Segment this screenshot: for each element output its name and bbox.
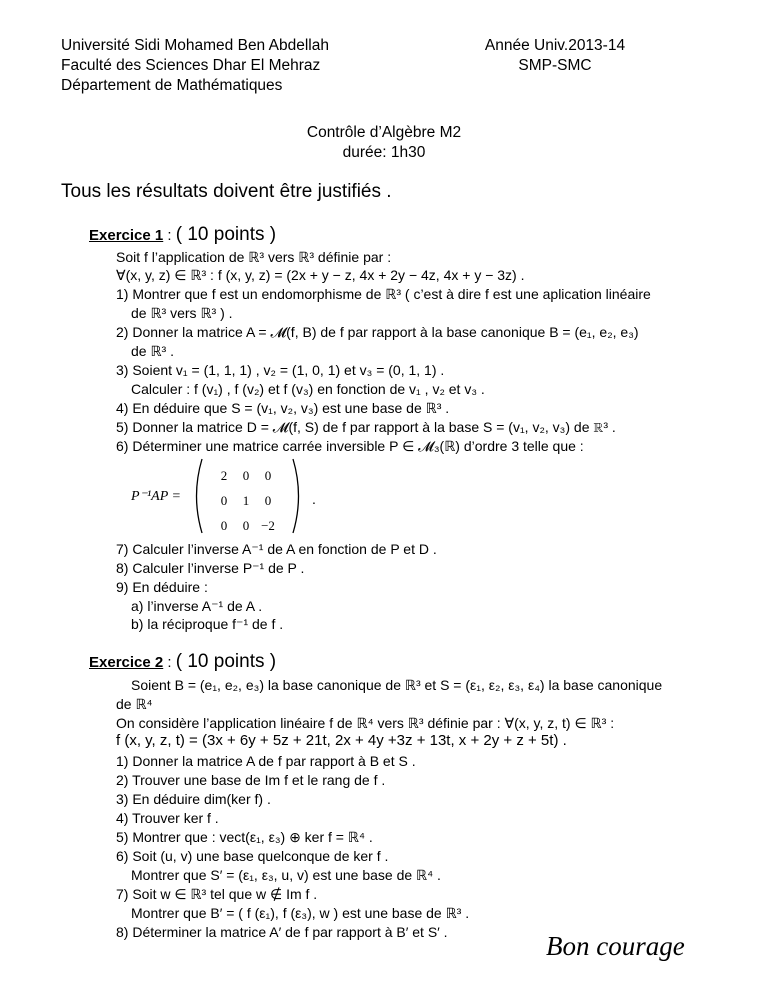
ex1-q9b: b) la réciproque f⁻¹ de f . [131,616,284,632]
exercise-1-colon: : [163,227,172,244]
ex2-intro-2: de ℝ⁴ [116,696,153,712]
department-name: Département de Mathématiques [61,77,283,94]
ex2-q5: 5) Montrer que : vect(ε₁, ε₃) ⊕ ker f = ℝ⁴ . [116,829,373,845]
ex2-q1: 1) Donner la matrice A de f par rapport à B et S . [116,753,416,769]
ex1-intro-2: ∀(x, y, z) ∈ ℝ³ : f (x, y, z) = (2x + y − z, 4x + 2y − 4z, 4x + y − 3z) . [116,267,525,283]
ex1-q3-line2: Calculer : f (v₁) , f (v₂) et f (v₃) en fonction de v₁ , v₂ et v₃ . [131,381,485,397]
matrix-cell: 0 [220,518,228,533]
matrix-period: . [312,491,316,507]
matrix-cell: 0 [220,493,228,508]
ex2-q3: 3) En déduire dim(ker f) . [116,791,271,807]
exercise-1-heading [89,224,276,246]
exercise-1-points: ( 10 points ) [175,224,277,245]
matrix-cell: 0 [242,518,250,533]
ex2-q7-line2: Montrer que B′ = ( f (ε₁), f (ε₃), w ) est une base de ℝ³ . [131,905,470,921]
exercise-1-label: Exercice 1 [89,227,164,244]
ex1-q8: 8) Calculer l’inverse P⁻¹ de P . [116,560,305,576]
exercise-2-colon: : [163,654,172,671]
left-paren [197,459,203,533]
ex1-q5: 5) Donner la matrice D = 𝓜(f, S) de f par rapport à la base S = (v₁, v₂, v₃) de ℝ³ . [116,419,616,435]
ex1-q6: 6) Déterminer une matrice carrée inversible P ∈ 𝓜₃(ℝ) d’ordre 3 telle que : [116,438,584,454]
exercise-2-heading [89,651,276,673]
closing-wish: Bon courage [546,931,685,961]
ex2-q8: 8) Déterminer la matrice A′ de f par rapport à B′ et S′ . [116,924,448,940]
ex1-q4: 4) En déduire que S = (v₁, v₂, v₃) est une base de ℝ³ . [116,400,450,416]
ex1-q9: 9) En déduire : [116,579,208,595]
ex1-q9a: a) l’inverse A⁻¹ de A . [131,598,263,614]
ex2-q4: 4) Trouver ker f . [116,810,219,826]
ex1-q7: 7) Calculer l’inverse A⁻¹ de A en fonction de P et D . [116,541,437,557]
ex2-q6-line2: Montrer que S′ = (ε₁, ε₃, u, v) est une base de ℝ⁴ . [131,867,441,883]
university-name: Université Sidi Mohamed Ben Abdellah [61,37,329,54]
exam-title: Contrôle d’Algèbre M2 [306,124,462,141]
ex2-intro-4: f (x, y, z, t) = (3x + 6y + 5z + 21t, 2x + 4y +3z + 13t, x + 2y + z + 5t) . [116,732,567,749]
ex2-q7-line1: 7) Soit w ∈ ℝ³ tel que w ∉ Im f . [116,886,318,902]
program-name: SMP-SMC [518,57,592,74]
faculty-name: Faculté des Sciences Dhar El Mehraz [61,57,321,74]
matrix-cell: 0 [264,468,272,483]
matrix-cell: −2 [261,518,275,533]
ex1-q1-line1: 1) Montrer que f est un endomorphisme de ℝ³ ( c’est à dire f est une aplication linéaire [116,286,651,302]
matrix-cell: 0 [242,468,250,483]
matrix-cell: 2 [220,468,228,483]
exam-duration: durée: 1h30 [342,144,426,161]
justification-note: Tous les résultats doivent être justifiés . [61,181,392,202]
matrix-cell: 1 [242,493,250,508]
right-paren [293,459,299,533]
exercise-2-points: ( 10 points ) [175,651,277,672]
ex2-intro-1: Soient B = (e₁, e₂, e₃) la base canonique de ℝ³ et S = (ε₁, ε₂, ε₃, ε₄) la base canonique [131,677,663,693]
ex2-q2: 2) Trouver une base de Im f et le rang de f . [116,772,386,788]
ex1-intro-1: Soit f l’application de ℝ³ vers ℝ³ définie par : [116,249,392,265]
matrix-cell: 0 [264,493,272,508]
exercise-2-label: Exercice 2 [89,654,164,671]
ex1-q2-line2: de ℝ³ . [131,343,174,359]
ex1-q2-line1: 2) Donner la matrice A = 𝓜(f, B) de f par rapport à la base canonique B = (e₁, e₂, e₃) [116,324,639,340]
ex1-q1-line2: de ℝ³ vers ℝ³ ) . [131,305,233,321]
matrix-lhs: P⁻¹AP = [131,489,181,504]
ex1-q3-line1: 3) Soient v₁ = (1, 1, 1) , v₂ = (1, 0, 1) et v₃ = (0, 1, 1) . [116,362,445,378]
ex2-q6-line1: 6) Soit (u, v) une base quelconque de ker f . [116,848,389,864]
academic-year: Année Univ.2013-14 [484,37,626,54]
ex2-intro-3: On considère l’application linéaire f de ℝ⁴ vers ℝ³ définie par : ∀(x, y, z, t) ∈ ℝ³ : [116,715,615,731]
